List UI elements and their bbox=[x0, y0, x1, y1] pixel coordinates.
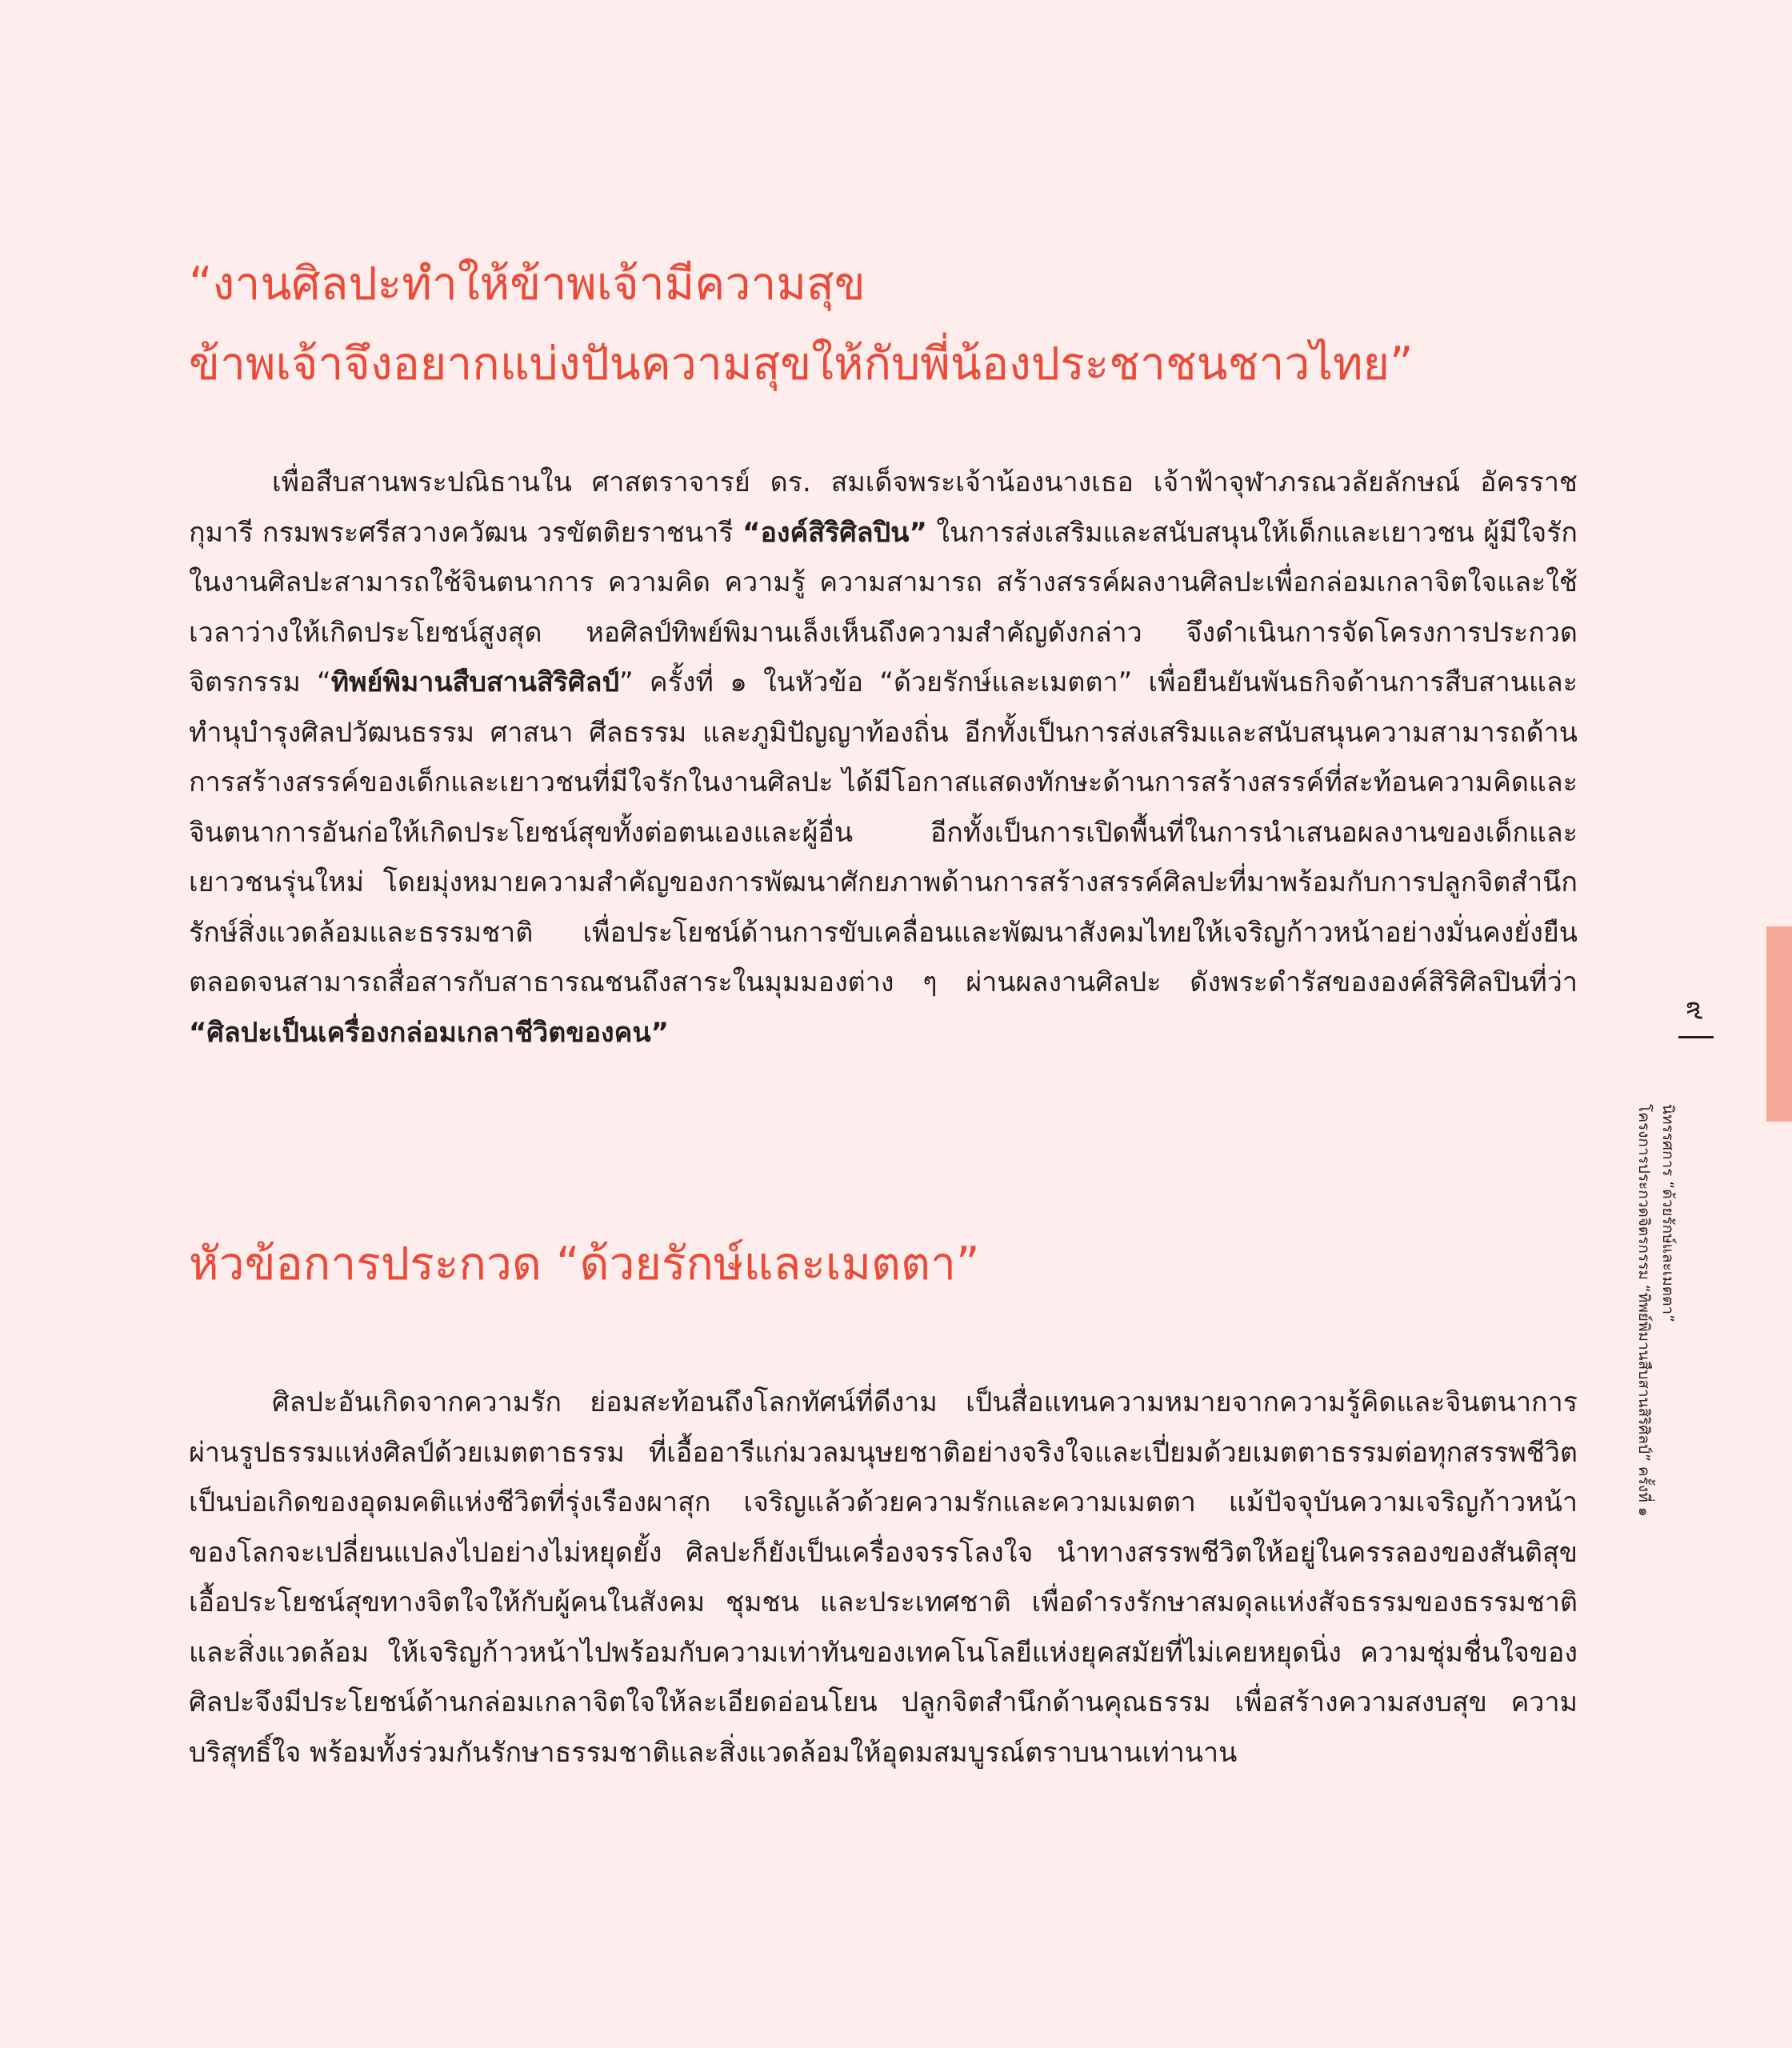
side-tab-marker bbox=[1766, 926, 1792, 1122]
intro-bold-royal-quote: “ศิลปะเป็นเครื่องกล่อมเกลาชีวิตของคน” bbox=[189, 1016, 669, 1049]
quote-line-1: “งานศิลปะทำให้ข้าพเจ้ามีความสุข bbox=[189, 258, 866, 310]
intro-bold-royal-title: “องค์สิริศิลปิน” bbox=[742, 516, 927, 549]
intro-text-1: เพื่อสืบสานพระปณิธานใน ศาสตราจารย์ ดร. สมเด็จพระเจ้าน้องนางเธอ เจ้าฟ้าจุฬาภรณวลัยลักษณ์ อัครราชกุมารี กรมพระศรีสวางควัฒน วรขัตติยราชนารี bbox=[189, 466, 1578, 549]
intro-text-3: ” ครั้งที่ ๑ ในหัวข้อ “ด้วยรักษ์และเมตตา” เพื่อยืนยันพันธกิจด้านการสืบสานและทำนุบำรุงศิลปวัฒนธรรม ศาสนา ศีลธรรม และภูมิปัญญาท้องถิ่น อีกทั้งเป็นการส่งเสริมและสนับสนุนความสามารถด้านการสร้างสรรค์ของเด็กและเยาวชนที่มีใจรักในงานศิลปะ ได้มีโอกาสแสดงทักษะด้านการสร้างสรรค์ที่สะท้อนความคิดและจินตนาการอันก่อให้เกิดประโยชน์สุขทั้งต่อตนเองและผู้อื่น อีกทั้งเป็นการเปิดพื้นที่ในการนำเสนอผลงานของเด็กและเยาวชนรุ่นใหม่ โดยมุ่งหมายความสำคัญของการพัฒนาศักยภาพด้านการสร้างสรรค์ศิลปะที่มาพร้อมกับการปลูกจิตสำนึกรักษ์สิ่งแวดล้อมและธรรมชาติ เพื่อประโยชน์ด้านการขับเคลื่อนและพัฒนาสังคมไทยให้เจริญก้าวหน้าอย่างมั่นคงยั่งยืน ตลอดจนสามารถสื่อสารกับสาธารณชนถึงสาระในมุมมองต่าง ๆ ผ่านผลงานศิลปะ ดังพระดำรัสขององค์สิริศิลปินที่ว่า bbox=[189, 666, 1578, 998]
page-number bbox=[1672, 994, 1720, 1034]
running-title bbox=[1635, 1104, 1720, 1624]
running-title-rotated bbox=[1632, 1104, 1680, 1624]
running-title-line-2: โครงการประกวดจิตรกรรม “ทิพย์พิมานสืบสานสิริศิลป์” ครั้งที่ ๑ bbox=[1635, 1104, 1653, 1517]
quote-heading bbox=[189, 244, 1597, 404]
theme-paragraph: ศิลปะอันเกิดจากความรัก ย่อมสะท้อนถึงโลกทัศน์ที่ดีงาม เป็นสื่อแทนความหมายจากความรู้คิดและจินตนาการผ่านรูปธรรมแห่งศิลป์ด้วยเมตตาธรรม ที่เอื้ออารีแก่มวลมนุษยชาติอย่างจริงใจและเปี่ยมด้วยเมตตาธรรมต่อทุกสรรพชีวิต เป็นบ่อเกิดของอุดมคติแห่งชีวิตที่รุ่งเรืองผาสุก เจริญแล้วด้วยความรักและความเมตตา แม้ปัจจุบันความเจริญก้าวหน้าของโลกจะเปลี่ยนแปลงไปอย่างไม่หยุดยั้ง ศิลปะก็ยังเป็นเครื่องจรรโลงใจ นำทางสรรพชีวิตให้อยู่ในครรลองของสันติสุข เอื้อประโยชน์สุขทางจิตใจให้กับผู้คนในสังคม ชุมชน และประเทศชาติ เพื่อดำรงรักษาสมดุลแห่งสัจธรรมของธรรมชาติและสิ่งแวดล้อม ให้เจริญก้าวหน้าไปพร้อมกับความเท่าทันของเทคโนโลยีแห่งยุคสมัยที่ไม่เคยหยุดนิ่ง ความชุ่มชื่นใจของศิลปะจึงมีประโยชน์ด้านกล่อมเกลาจิตใจให้ละเอียดอ่อนโยน ปลูกจิตสำนึกด้านคุณธรรม เพื่อสร้างความสงบสุข ความบริสุทธิ์ใจ พร้อมทั้งร่วมกันรักษาธรรมชาติและสิ่งแวดล้อมให้อุดมสมบูรณ์ตราบนานเท่านาน bbox=[189, 1386, 1578, 1769]
intro-paragraph bbox=[189, 458, 1578, 1058]
intro-bold-project-name: ทิพย์พิมานสืบสานสิริศิลป์ bbox=[330, 666, 620, 698]
page-number-rule bbox=[1678, 1036, 1714, 1038]
quote-line-2: ข้าพเจ้าจึงอยากแบ่งปันความสุขให้กับพี่น้องประชาชนชาวไทย” bbox=[189, 338, 1414, 390]
page-number-value: ๙ bbox=[1680, 1000, 1712, 1021]
intro-text-2: ในการส่งเสริมและสนับสนุนให้เด็กและเยาวชน ผู้มีใจรักในงานศิลปะสามารถใช้จินตนาการ ความคิด ความรู้ ความสามารถ สร้างสรรค์ผลงานศิลปะเพื่อกล่อมเกลาจิตใจและใช้เวลาว่างให้เกิดประโยชน์สูงสุด หอศิลป์ทิพย์พิมานเล็งเห็นถึงความสำคัญดังกล่าว จึงดำเนินการจัดโครงการประกวดจิตรกรรม “ bbox=[189, 516, 1578, 698]
running-title-line-1: นิทรรศการ “ด้วยรักษ์และเมตตา” bbox=[1659, 1104, 1677, 1322]
section-heading: หัวข้อการประกวด “ด้วยรักษ์และเมตตา” bbox=[189, 1238, 980, 1290]
